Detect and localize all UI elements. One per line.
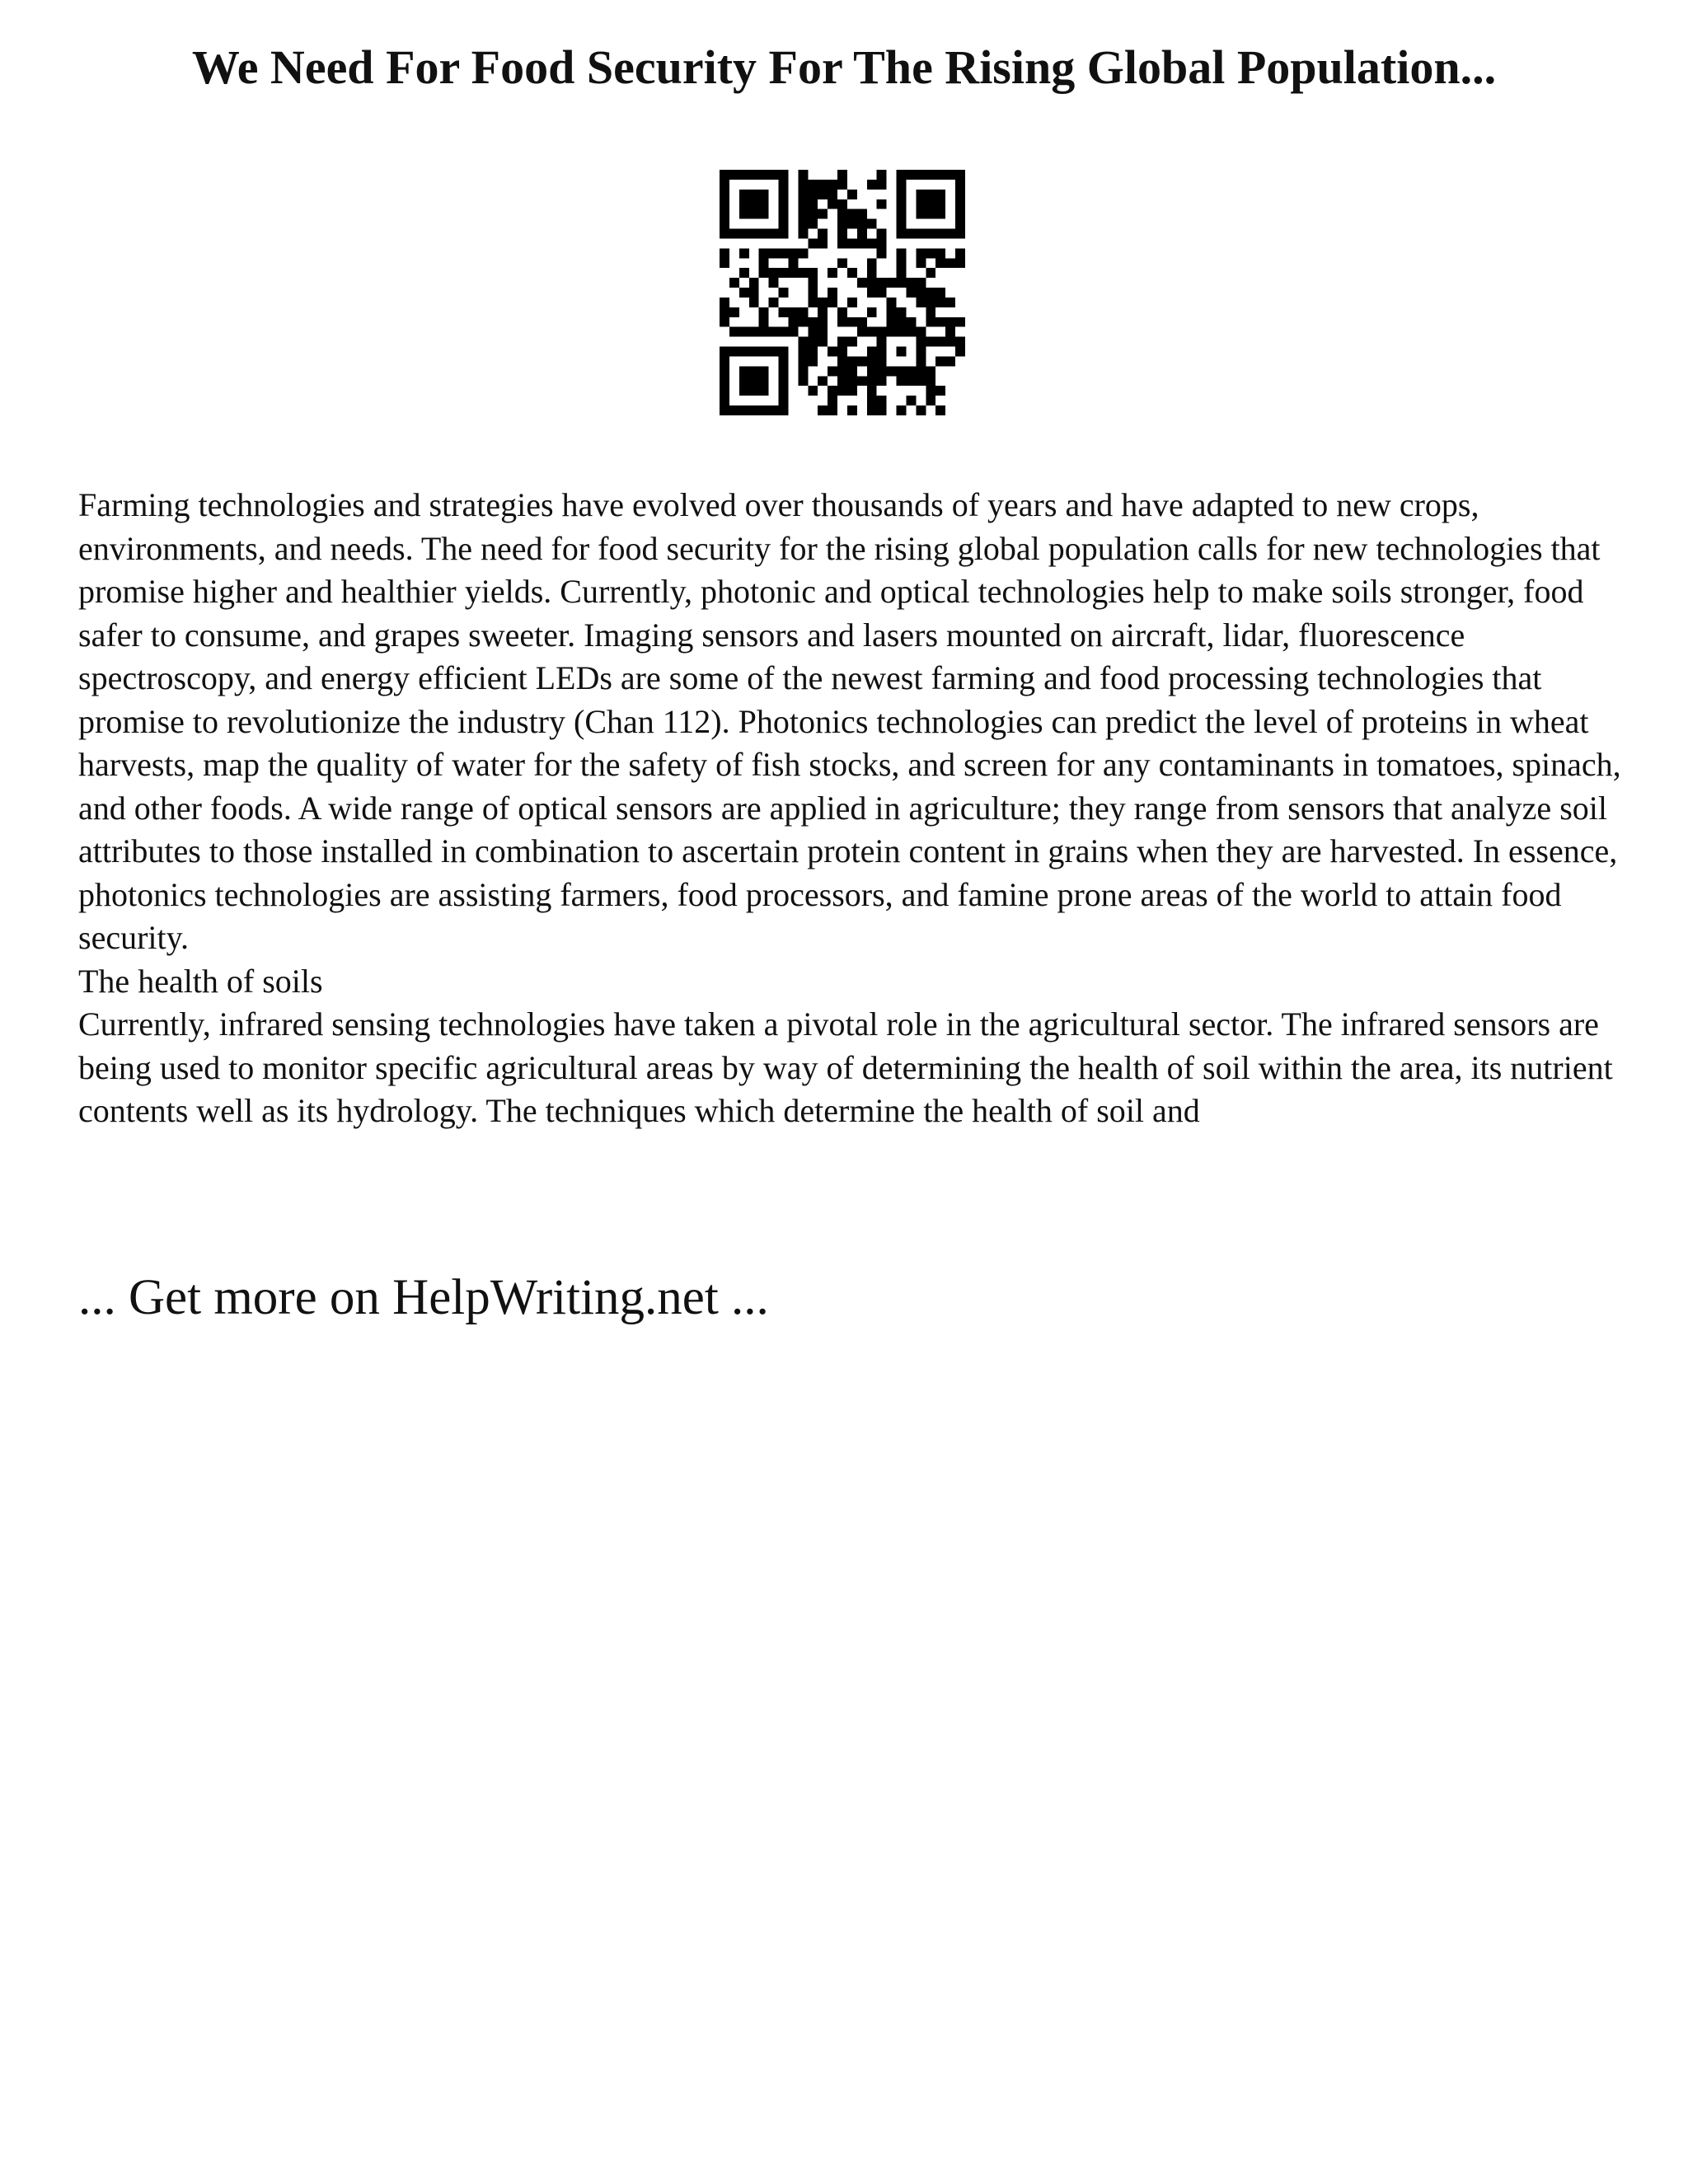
section-paragraph: Currently, infrared sensing technologies have taken a pivotal role in the agricultural sector. The infrared sensors are being used to monitor specific agricultural areas by way of determining the health of soil within the area, its nutrient contents well as its hydrology. The techniques which determine the health of soil and bbox=[78, 1005, 1613, 1129]
article-body bbox=[78, 484, 1628, 1133]
intro-paragraph: Farming technologies and strategies have evolved over thousands of years and have adapted to new crops, environments, and needs. The need for food security for the rising global population calls for new technologies that promise higher and healthier yields. Currently, photonic and optical technologies help to make soils stronger, food safer to consume, and grapes sweeter. Imaging sensors and lasers mounted on aircraft, lidar, fluorescence spectroscopy, and energy efficient LEDs are some of the newest farming and food processing technologies that promise to revolutionize the industry (Chan 112). Photonics technologies can predict the level of proteins in wheat harvests, map the quality of water for the safety of fish stocks, and screen for any contaminants in tomatoes, spinach, and other foods. A wide range of optical sensors are applied in agriculture; they range from sensors that analyze soil attributes to those installed in combination to ascertain protein content in grains when they are harvested. In essence, photonics technologies are assisting farmers, food processors, and famine prone areas of the world to attain food security. bbox=[78, 486, 1621, 956]
qr-code-graphic bbox=[720, 170, 965, 415]
qr-code-icon bbox=[720, 170, 965, 415]
page-title: We Need For Food Security For The Rising Global Population... bbox=[191, 40, 1497, 94]
get-more-link[interactable]: ... Get more on HelpWriting.net ... bbox=[78, 1270, 769, 1325]
section-heading: The health of soils bbox=[78, 962, 323, 1000]
